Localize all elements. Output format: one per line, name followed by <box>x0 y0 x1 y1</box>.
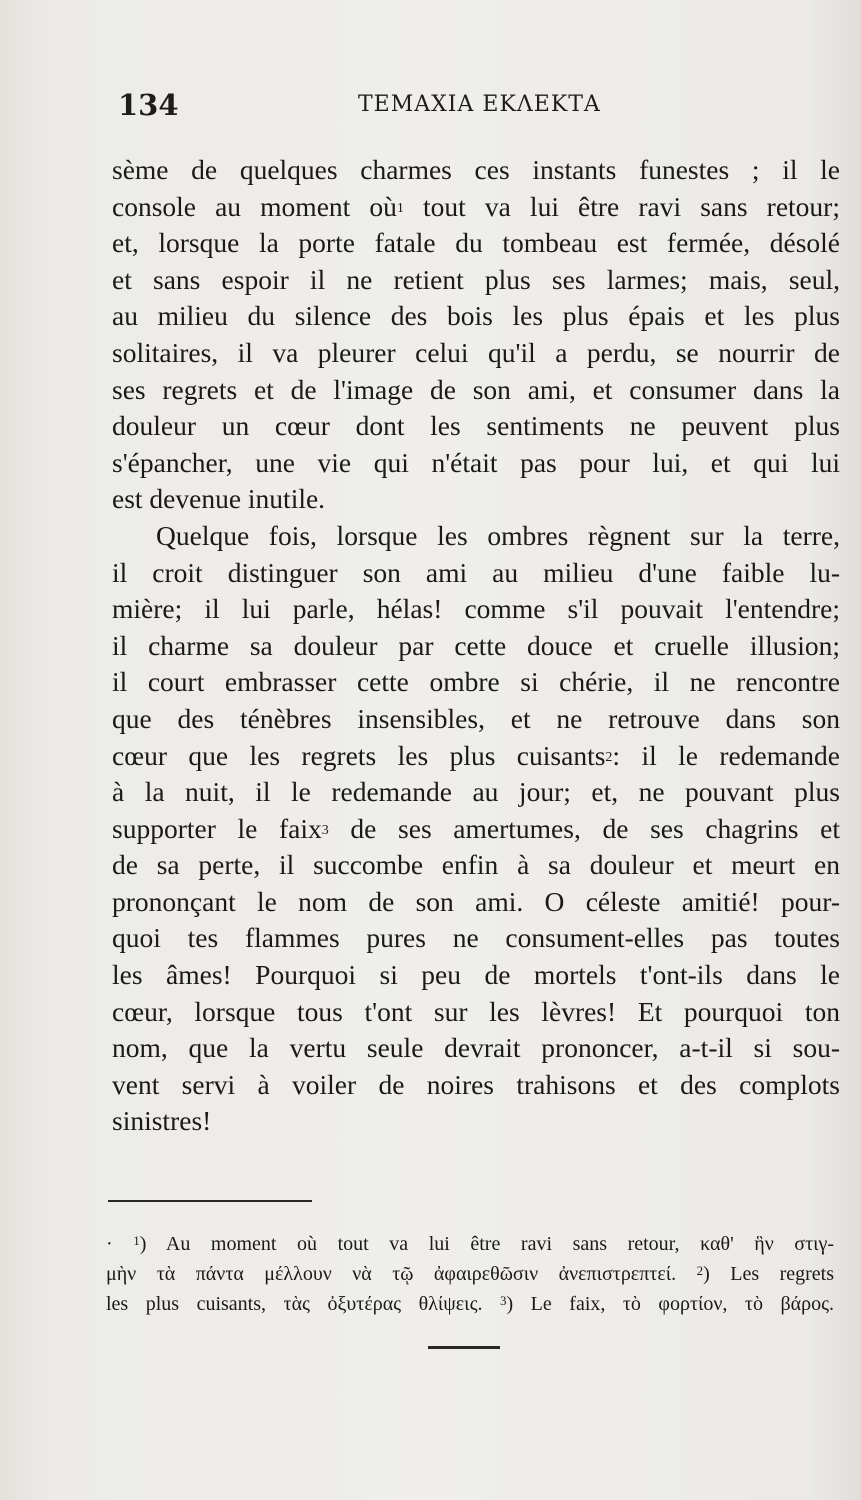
text-line <box>112 738 840 775</box>
text-line: au milieu du silence des bois les plus épais et les plus <box>112 300 840 332</box>
text-line <box>112 811 840 848</box>
footnote-line <box>106 1230 834 1260</box>
text-line: sème de quelques charmes ces instants funestes ; il le <box>112 154 840 185</box>
footnote-greek: τὰς ὀξυτέρας θλίψεις. <box>283 1293 483 1315</box>
text-line: quoi tes flammes pures ne consument-elles pas toutes <box>112 922 840 954</box>
text-line: s'épancher, une vie qui n'était pas pour lui, et qui lui <box>112 446 840 478</box>
text-line: cœur, lorsque tous t'ont sur les lèvres! Et pourquoi ton <box>112 995 840 1027</box>
text-fragment: cœur que les regrets les plus cuisants <box>112 739 606 771</box>
text-line: nom, que la vertu seule devrait prononcer, a-t-il si sou- <box>112 1032 840 1064</box>
footnote-greek: μὴν τὰ πάντα μέλλουν νὰ τῷ ἀφαιρεθῶσιν ἀνεπιστρεπτεί. <box>106 1263 677 1285</box>
text-line: solitaires, il va pleurer celui qu'il a perdu, se nourrir de <box>112 336 840 368</box>
text-line: et, lorsque la porte fatale du tombeau est fermée, désolé <box>112 227 840 259</box>
footnote-line <box>106 1290 834 1320</box>
footnote-text: ) Le faix, <box>506 1293 606 1315</box>
footnote-ref: 1 <box>396 200 404 216</box>
text-line: vent servi à voiler de noires trahisons et des complots <box>112 1068 840 1100</box>
page-number: 134 <box>118 88 179 122</box>
footnotes <box>106 1230 834 1320</box>
text-fragment: de ses amertumes, de ses chagrins et <box>328 812 841 844</box>
text-line: à la nuit, il le redemande au jour; et, ne pouvant plus <box>112 776 840 808</box>
running-title: ΤΕΜΑΧΙΑ ΕΚΛΕΚΤΑ <box>358 92 601 117</box>
body-text <box>112 152 840 1140</box>
text-line: est devenue inutile. <box>112 483 326 515</box>
footnote-text: ) Au moment où tout va lui être ravi sans retour, <box>139 1233 680 1255</box>
footnote-mark: 2 <box>696 1263 704 1278</box>
footnote-line <box>106 1260 834 1290</box>
text-fragment: supporter le faix <box>112 812 322 844</box>
footnote-text: les plus cuisants, <box>106 1293 267 1315</box>
footnote-text: ) Les regrets <box>703 1263 835 1285</box>
footnote-separator <box>108 1200 312 1202</box>
text-line: sinistres! <box>112 1105 212 1137</box>
text-fragment: console au moment où <box>112 190 397 222</box>
text-line: ses regrets et de l'image de son ami, et consumer dans la <box>112 373 840 405</box>
text-line: et sans espoir il ne retient plus ses larmes; mais, seul, <box>112 263 840 295</box>
text-line: de sa perte, il succombe enfin à sa douleur et meurt en <box>112 849 840 881</box>
running-header <box>118 84 678 124</box>
footnote-lead: · <box>106 1233 113 1255</box>
footnote-greek: καθ' ἣν στιγ- <box>700 1233 835 1255</box>
footnote-mark: 3 <box>500 1293 507 1308</box>
text-line: il charme sa douleur par cette douce et cruelle illusion; <box>112 629 840 661</box>
text-line: il court embrasser cette ombre si chérie, il ne rencontre <box>112 666 840 698</box>
text-line: mière; il lui parle, hélas! comme s'il pouvait l'entendre; <box>112 593 840 625</box>
footnote-ref: 3 <box>321 822 329 838</box>
text-line: prononçant le nom de son ami. O céleste amitié! pour- <box>112 885 840 917</box>
text-line: les âmes! Pourquoi si peu de mortels t'ont-ils dans le <box>112 959 840 991</box>
footnote-greek: τὸ φορτίον, τὸ βάρος. <box>622 1293 835 1315</box>
footnote-mark: 1 <box>133 1233 140 1248</box>
text-line: que des ténèbres insensibles, et ne retrouve dans son <box>112 702 840 734</box>
text-line <box>112 189 840 226</box>
text-line: douleur un cœur dont les sentiments ne peuvent plus <box>112 410 840 442</box>
text-line: il croit distinguer son ami au milieu d'une faible lu- <box>112 556 840 588</box>
footnote-ref: 2 <box>605 749 613 765</box>
text-line: Quelque fois, lorsque les ombres règnent sur la terre, <box>156 519 840 551</box>
end-rule <box>428 1346 500 1349</box>
text-fragment: : il le redemande <box>612 739 840 771</box>
text-fragment: tout va lui être ravi sans retour; <box>403 190 840 222</box>
